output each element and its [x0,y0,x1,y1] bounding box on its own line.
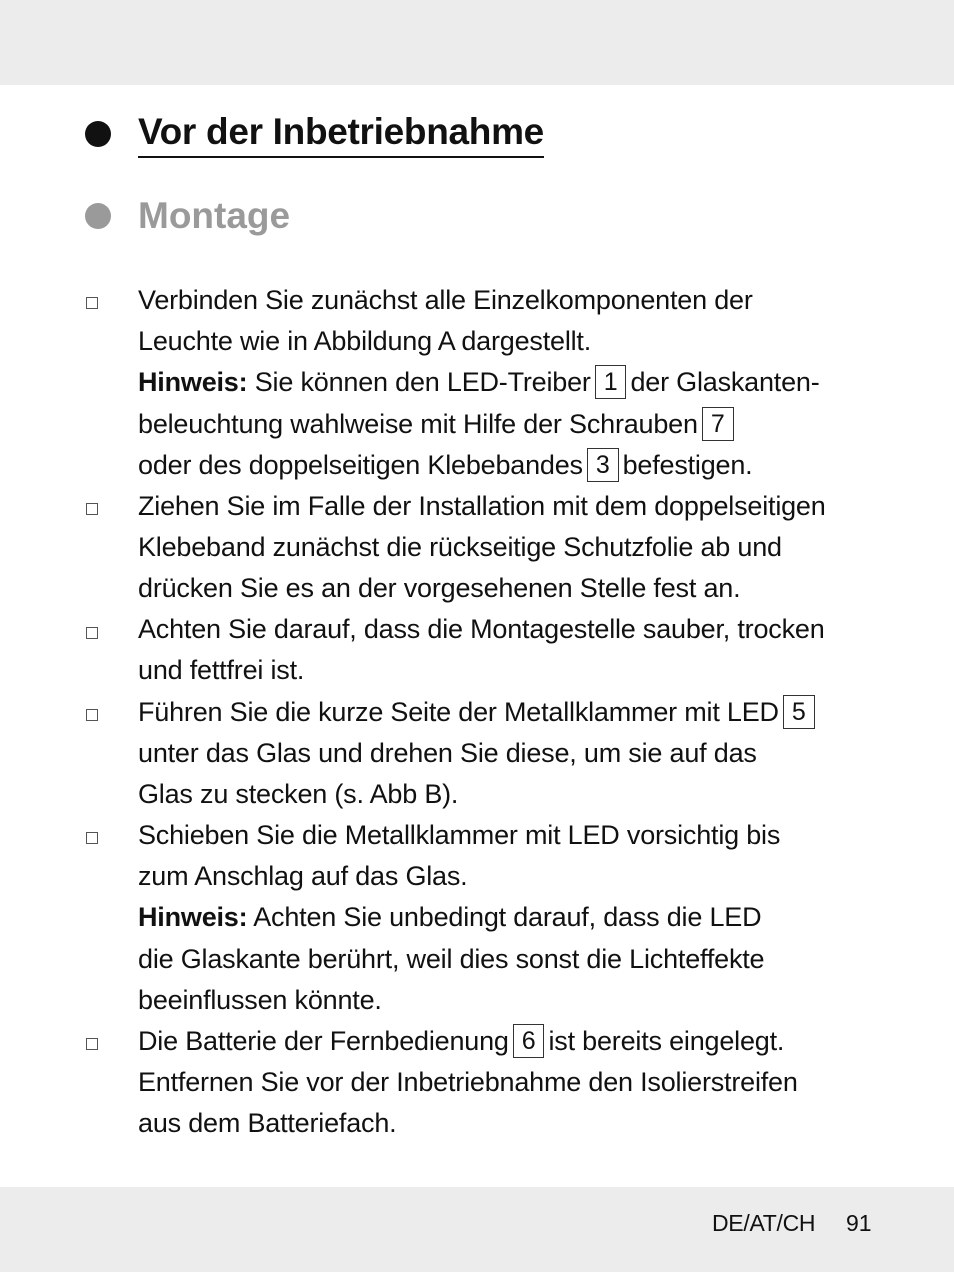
hint-line [138,897,878,938]
header-band [0,0,954,85]
part-reference: 1 [595,365,627,399]
text-line: und fettfrei ist. [138,655,305,686]
hint-label: Hinweis: [138,367,248,398]
text-fragment: Die Batterie der Fernbedienung [138,1026,509,1056]
hint-label: Hinweis: [138,902,248,933]
heading-bullet [85,121,111,147]
text-line: aus dem Batteriefach. [138,1108,397,1139]
subheading-bullet [85,203,111,229]
subsection-heading [85,194,290,238]
hint-line [138,362,878,403]
text-fragment: ist bereits eingelegt. [548,1026,785,1056]
checkbox-bullet [86,297,98,309]
text-line: drücken Sie es an der vorgesehenen Stelle fest an. [138,573,741,604]
text-line: zum Anschlag auf das Glas. [138,861,468,892]
section-heading [85,110,544,158]
text-line: Klebeband zunächst die rückseitige Schutzfolie ab und [138,532,782,563]
text-fragment: Achten Sie unbedingt darauf, dass die LED [247,902,762,933]
item-text [138,1021,878,1145]
checkbox-bullet [86,503,98,515]
text-line: Verbinden Sie zunächst alle Einzelkomponenten der [138,285,753,315]
item-text [138,609,878,691]
part-reference: 3 [587,448,619,482]
text-fragment: beleuchtung wahlweise mit Hilfe der Schrauben [138,408,698,439]
checkbox-bullet [86,832,98,844]
text-fragment: der Glaskanten- [630,367,820,398]
text-fragment: befestigen. [622,449,753,480]
item-text [138,692,878,816]
item-text [138,280,878,486]
text-line: beeinflussen könnte. [138,984,382,1015]
text-line [138,404,878,445]
part-reference: 7 [702,407,734,441]
text-line: Entfernen Sie vor der Inbetriebnahme den Isolierstreifen [138,1067,798,1098]
item-text [138,486,878,610]
checkbox-bullet [86,627,98,639]
section-title: Vor der Inbetriebnahme [138,110,544,158]
text-line: die Glaskante berührt, weil dies sonst die Lichteffekte [138,943,765,974]
subsection-title: Montage [138,195,291,236]
text-line: unter das Glas und drehen Sie diese, um sie auf das [138,738,757,769]
text-line: Ziehen Sie im Falle der Installation mit dem doppelseitigen [138,491,826,521]
checkbox-bullet [86,709,98,721]
item-text [138,815,878,1021]
text-line: Glas zu stecken (s. Abb B). [138,779,459,810]
text-line [138,1021,878,1062]
text-line: Leuchte wie in Abbildung A dargestellt. [138,326,592,357]
text-line: Schieben Sie die Metallklammer mit LED vorsichtig bis [138,820,781,850]
text-line: Achten Sie darauf, dass die Montagestelle sauber, trocken [138,614,825,644]
text-fragment: Sie können den LED-Treiber [247,367,591,398]
part-reference: 6 [513,1024,545,1058]
text-fragment: oder des doppelseitigen Klebebandes [138,449,583,480]
part-reference: 5 [783,695,815,729]
text-line [138,445,878,486]
text-line [138,692,878,733]
page-number: 91 [846,1210,872,1236]
checkbox-bullet [86,1038,98,1050]
footer-language: DE/AT/CH [712,1210,816,1236]
text-fragment: Führen Sie die kurze Seite der Metallklammer mit LED [138,697,779,727]
